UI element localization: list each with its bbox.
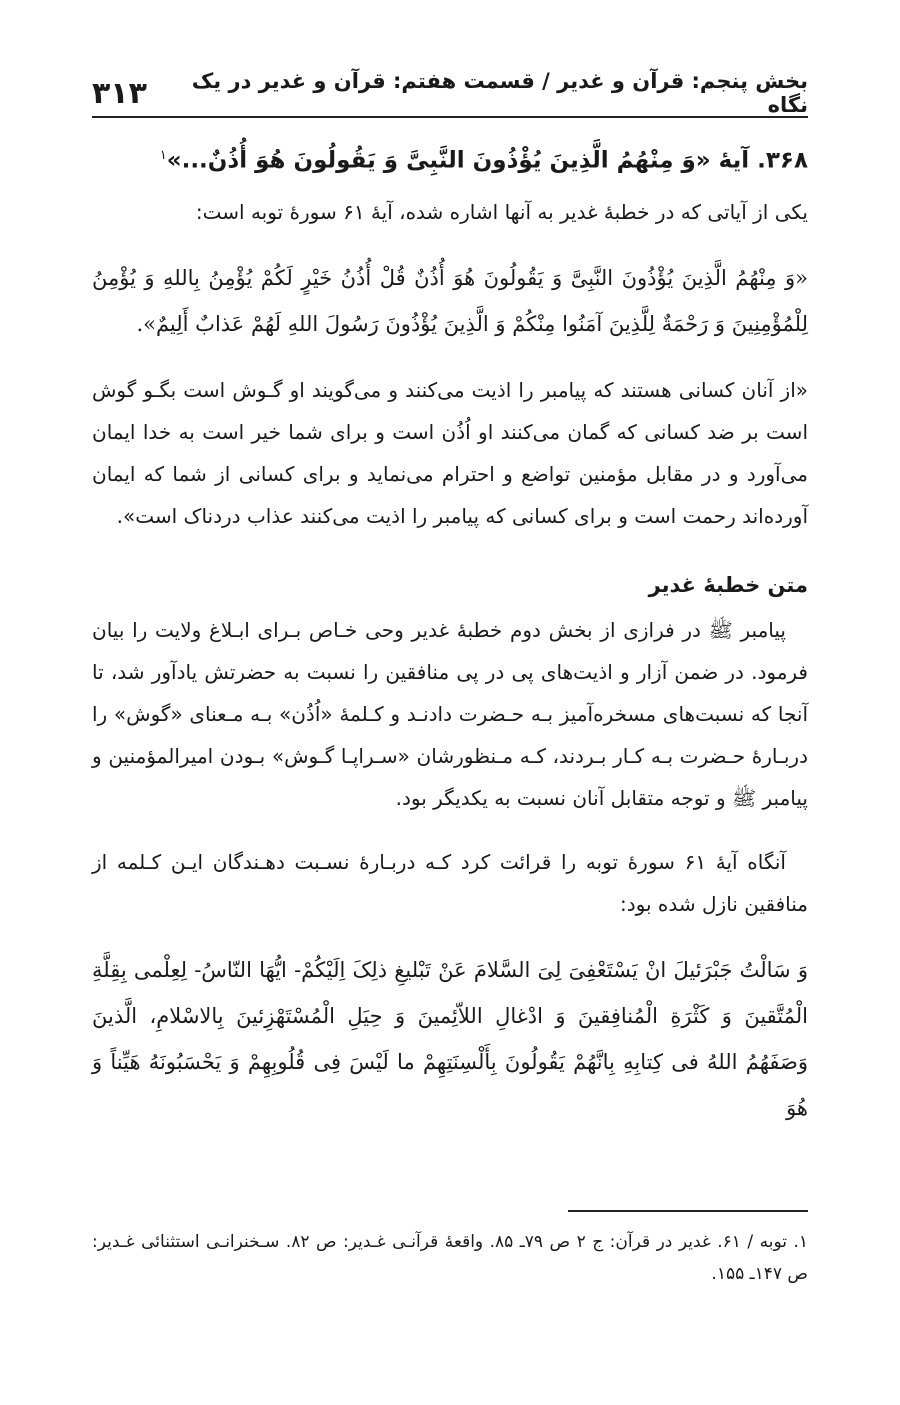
section-heading: متن خطبهٔ غدیر — [648, 572, 808, 597]
header-title: بخش پنجم: قرآن و غدیر / قسمت هفتم: قرآن و غدیر در یک نگاه — [191, 69, 808, 117]
verse-heading — [92, 138, 808, 179]
sermon-context-paragraph: پیامبر ﷺ در فرازی از بخش دوم خطبهٔ غدیر وحی خـاص بـرای ابـلاغ ولایت را بیان فرمود. در ضمن آزار و اذیت‌های پی در پی منافقین را نسبت به حضرتش یادآور شد، تا آنجا که نسبت‌های مسخره‌آمیز بـه حـضرت دادنـد و کـلمهٔ «اُذُن» بـه مـعنای «گوش» را دربـارهٔ حـضرت بـه کـار بـردند، کـه مـنظورشان «سـراپـا گـوش» بـودن امیرالمؤمنین و پیامبر ﷺ و توجه متقابل آنان نسبت به یکدیگر بود. — [92, 617, 808, 810]
sermon-arabic-text: وَ سَالْتُ جَبْرَئیلَ انْ یَسْتَعْفِیَ لِیَ السَّلامَ عَنْ تَبْلیغِ ذلِکَ اِلَیْکُمْ- ایُّهَا النّاسُ- لِعِلْمی بِقِلَّةِ الْمُتَّقینَ وَ کَثْرَةِ الْمُنافِقینَ وَ ادْغالِ اللاّئِمینَ وَ حِیَلِ الْمُسْتَهْزِئینَ بِالاسْلامِ، الَّذینَ وَصَفَهُمُ اللهُ فی کِتابِهِ بِانَّهُمْ یَقُولُونَ بِأَلْسِنَتِهِمْ ما لَیْسَ فِی قُلُوبِهِمْ وَ یَحْسَبُونَهُ هَیِّناً وَ هُوَ — [92, 957, 808, 1120]
main-content — [92, 138, 808, 1131]
translation-paragraph: «از آنان کسانی هستند که پیامبر را اذیت می‌کنند و می‌گویند او گـوش است بگـو گوش است بر ضد کسانی که گمان می‌کنند او اُذُن است و برای شما خیر است به خدا ایمان می‌آورد و در مقابل مؤمنین تواضع و احترام می‌نماید و برای کسانی از شما که ایمان آورده‌اند رحمت است و برای کسانی که پیامبر را اذیت می‌کنند عذاب دردناک است». — [92, 377, 808, 528]
footnote: ۱. توبه / ۶۱. غدیر در قرآن: ج ۲ ص ۷۹ـ ۸۵. واقعهٔ قرآنـی غـدیر: ص ۸۲. سـخنرانـی استثنائی غـدیر: ص ۱۴۷ـ ۱۵۵. — [92, 1232, 809, 1284]
footnote-marker: ۱ — [159, 148, 167, 163]
running-header — [92, 70, 808, 118]
verse-title: آیهٔ «وَ مِنْهُمُ الَّذِینَ یُؤْذُونَ النَّبِیَّ وَ یَقُولُونَ هُوَ أُذُنٌ...» — [166, 147, 750, 174]
recitation-intro-paragraph: آنگاه آیهٔ ۶۱ سورهٔ توبه را قرائت کرد کـه دربـارهٔ نسـبت دهـندگان ایـن کـلمه از منافقین نازل شده بود: — [92, 849, 808, 916]
page-number: ۳۱۳ — [92, 75, 147, 111]
intro-paragraph: یکی از آیاتی که در خطبهٔ غدیر به آنها اشاره شده، آیهٔ ۶۱ سورهٔ توبه است: — [195, 199, 808, 224]
footnote-divider — [568, 1210, 808, 1212]
arabic-verse: «وَ مِنْهُمُ الَّذِینَ یُؤْذُونَ النَّبِیَّ وَ یَقُولُونَ هُوَ أُذُنٌ قُلْ أُذُنُ خَیْرٍ لَکُمْ یُؤْمِنُ بِاللهِ وَ یُؤْمِنُ لِلْمُؤْمِنِینَ وَ رَحْمَةٌ لِلَّذِینَ آمَنُوا مِنْکُمْ وَ الَّذِینَ یُؤْذُونَ رَسُولَ اللهِ لَهُمْ عَذابٌ أَلِیمٌ». — [92, 265, 808, 336]
verse-number: ۳۶۸. — [757, 147, 808, 174]
